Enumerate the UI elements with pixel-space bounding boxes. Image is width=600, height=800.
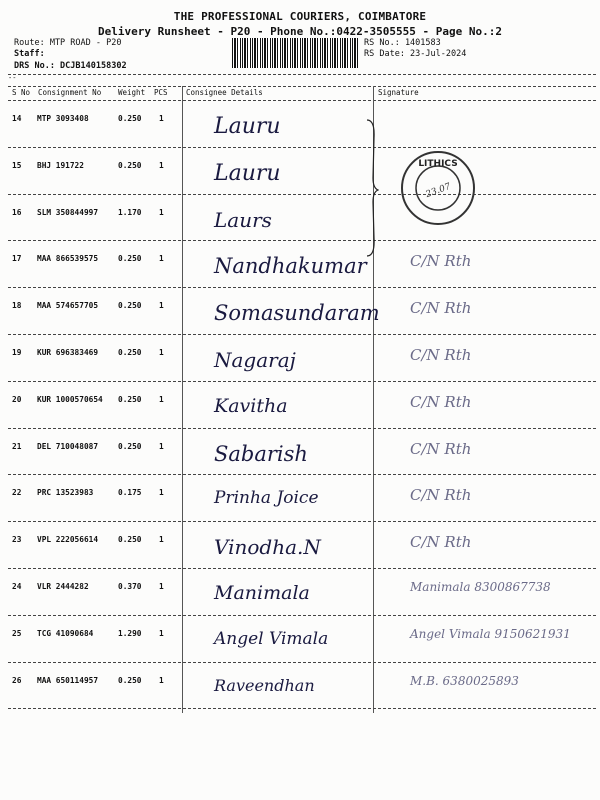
consignee-name: Vinodha.N	[214, 535, 321, 560]
consignee-name: Raveendhan	[214, 675, 315, 695]
table-row	[8, 428, 596, 474]
consignment-number: BHJ 191722	[37, 160, 84, 170]
consignment-number: MTP 3093408	[37, 114, 89, 123]
serial-number: 16	[12, 207, 22, 217]
serial-number: 21	[12, 441, 22, 451]
serial-number: 18	[12, 301, 22, 311]
pieces-count: 1	[159, 348, 164, 357]
table-row	[8, 615, 596, 661]
col-header-weight: Weight	[118, 88, 146, 97]
pieces-count: 1	[159, 254, 164, 264]
pieces-count: 1	[159, 441, 164, 451]
weight-value: 0.250	[118, 441, 142, 451]
weight-value: 0.370	[118, 582, 142, 591]
col-header-pcs: PCS	[154, 88, 168, 97]
serial-number: 24	[12, 582, 22, 591]
signature-entry: Manimala 8300867738	[410, 580, 551, 594]
consignment-number: TCG 41090684	[37, 628, 94, 638]
consignee-name: Nandhakumar	[214, 254, 367, 279]
page-title: THE PROFESSIONAL COURIERS, COIMBATORE	[173, 10, 427, 23]
weight-value: 0.250	[118, 394, 142, 404]
page-subtitle: Delivery Runsheet - P20 - Phone No.:0422-3505555 - Page No.:2	[98, 25, 502, 38]
signature-entry: C/N Rth	[410, 439, 472, 458]
route-label: Route: MTP ROAD - P20	[14, 38, 122, 48]
table-row	[8, 194, 596, 240]
serial-number: 22	[12, 488, 22, 498]
weight-value: 0.250	[118, 348, 142, 357]
table-row	[8, 521, 596, 567]
dash-mark: --	[8, 74, 17, 82]
pieces-count: 1	[159, 582, 164, 591]
weight-value: 0.175	[118, 488, 142, 498]
consignee-name: Nagaraj	[214, 348, 296, 372]
pieces-count: 1	[159, 394, 164, 404]
consignment-number: KUR 1000570654	[37, 394, 103, 404]
pieces-count: 1	[159, 207, 164, 217]
company-stamp	[398, 148, 478, 228]
divider	[8, 74, 596, 75]
signature-entry: C/N Rth	[410, 392, 472, 411]
weight-value: 1.290	[118, 628, 142, 638]
serial-number: 14	[12, 114, 22, 123]
rs-number: RS No.: 1401583	[364, 38, 441, 48]
consignment-number: VLR 2444282	[37, 582, 89, 591]
serial-number: 25	[12, 628, 22, 638]
row-divider	[8, 708, 596, 709]
weight-value: 0.250	[118, 114, 142, 123]
weight-value: 0.250	[118, 301, 142, 311]
table-row	[8, 240, 596, 286]
barcode-image	[232, 38, 358, 68]
drs-number: DRS No.: DCJB140158302	[14, 61, 127, 71]
consignment-number: MAA 650114957	[37, 675, 99, 685]
consignee-name: Somasundaram	[214, 301, 380, 326]
consignee-name: Kavitha	[214, 394, 288, 417]
table-row	[8, 381, 596, 427]
pieces-count: 1	[159, 628, 164, 638]
consignment-number: SLM 350844997	[37, 207, 99, 217]
serial-number: 17	[12, 254, 22, 264]
weight-value: 0.250	[118, 675, 142, 685]
consignee-name: Laurs	[214, 207, 272, 232]
weight-value: 1.170	[118, 207, 142, 217]
consignee-name: Prinha Joice	[214, 488, 319, 509]
serial-number: 15	[12, 160, 22, 170]
consignment-number: PRC 13523983	[37, 488, 94, 498]
table-row	[8, 568, 596, 614]
col-header-signature: Signature	[378, 88, 419, 97]
signature-entry: C/N Rth	[410, 486, 472, 505]
weight-value: 0.250	[118, 535, 142, 545]
consignment-number: VPL 222056614	[37, 535, 99, 545]
consignment-number: MAA 574657705	[37, 301, 99, 311]
col-header-sno: S No	[12, 88, 31, 97]
consignee-name: Sabarish	[214, 441, 308, 466]
serial-number: 26	[12, 675, 22, 685]
brace-mark	[365, 118, 379, 258]
signature-entry: C/N Rth	[410, 299, 472, 318]
pieces-count: 1	[159, 301, 164, 311]
consignee-name: Lauru	[214, 114, 281, 139]
divider	[8, 86, 596, 87]
signature-entry: C/N Rth	[410, 533, 472, 552]
pieces-count: 1	[159, 675, 164, 685]
consignment-number: DEL 710048087	[37, 441, 99, 451]
table-row	[8, 147, 596, 193]
table-row	[8, 100, 596, 146]
consignment-number: KUR 696383469	[37, 348, 99, 357]
table-row	[8, 474, 596, 520]
col-header-details: Consignee Details	[186, 88, 263, 97]
serial-number: 20	[12, 394, 22, 404]
table-row	[8, 334, 596, 380]
pieces-count: 1	[159, 114, 164, 123]
signature-entry: M.B. 6380025893	[410, 673, 519, 688]
staff-label: Staff:	[14, 49, 45, 59]
serial-number: 23	[12, 535, 22, 545]
serial-number: 19	[12, 348, 22, 357]
pieces-count: 1	[159, 535, 164, 545]
consignee-name: Lauru	[214, 160, 281, 186]
rs-date: RS Date: 23-Jul-2024	[364, 49, 467, 59]
pieces-count: 1	[159, 488, 164, 498]
consignment-number: MAA 866539575	[37, 254, 99, 264]
consignee-name: Angel Vimala	[214, 628, 329, 649]
table-row	[8, 662, 596, 708]
svg-text:23.07: 23.07	[424, 181, 453, 201]
weight-value: 0.250	[118, 160, 142, 170]
signature-entry: C/N Rth	[410, 252, 472, 271]
stamp-lettering: LITHICS	[418, 159, 458, 169]
table-row	[8, 287, 596, 333]
consignee-name: Manimala	[214, 582, 310, 604]
weight-value: 0.250	[118, 254, 142, 264]
pieces-count: 1	[159, 160, 164, 170]
signature-entry: C/N Rth	[410, 346, 472, 364]
signature-entry: Angel Vimala 9150621931	[410, 626, 571, 641]
col-header-consignment: Consignment No	[38, 88, 102, 97]
